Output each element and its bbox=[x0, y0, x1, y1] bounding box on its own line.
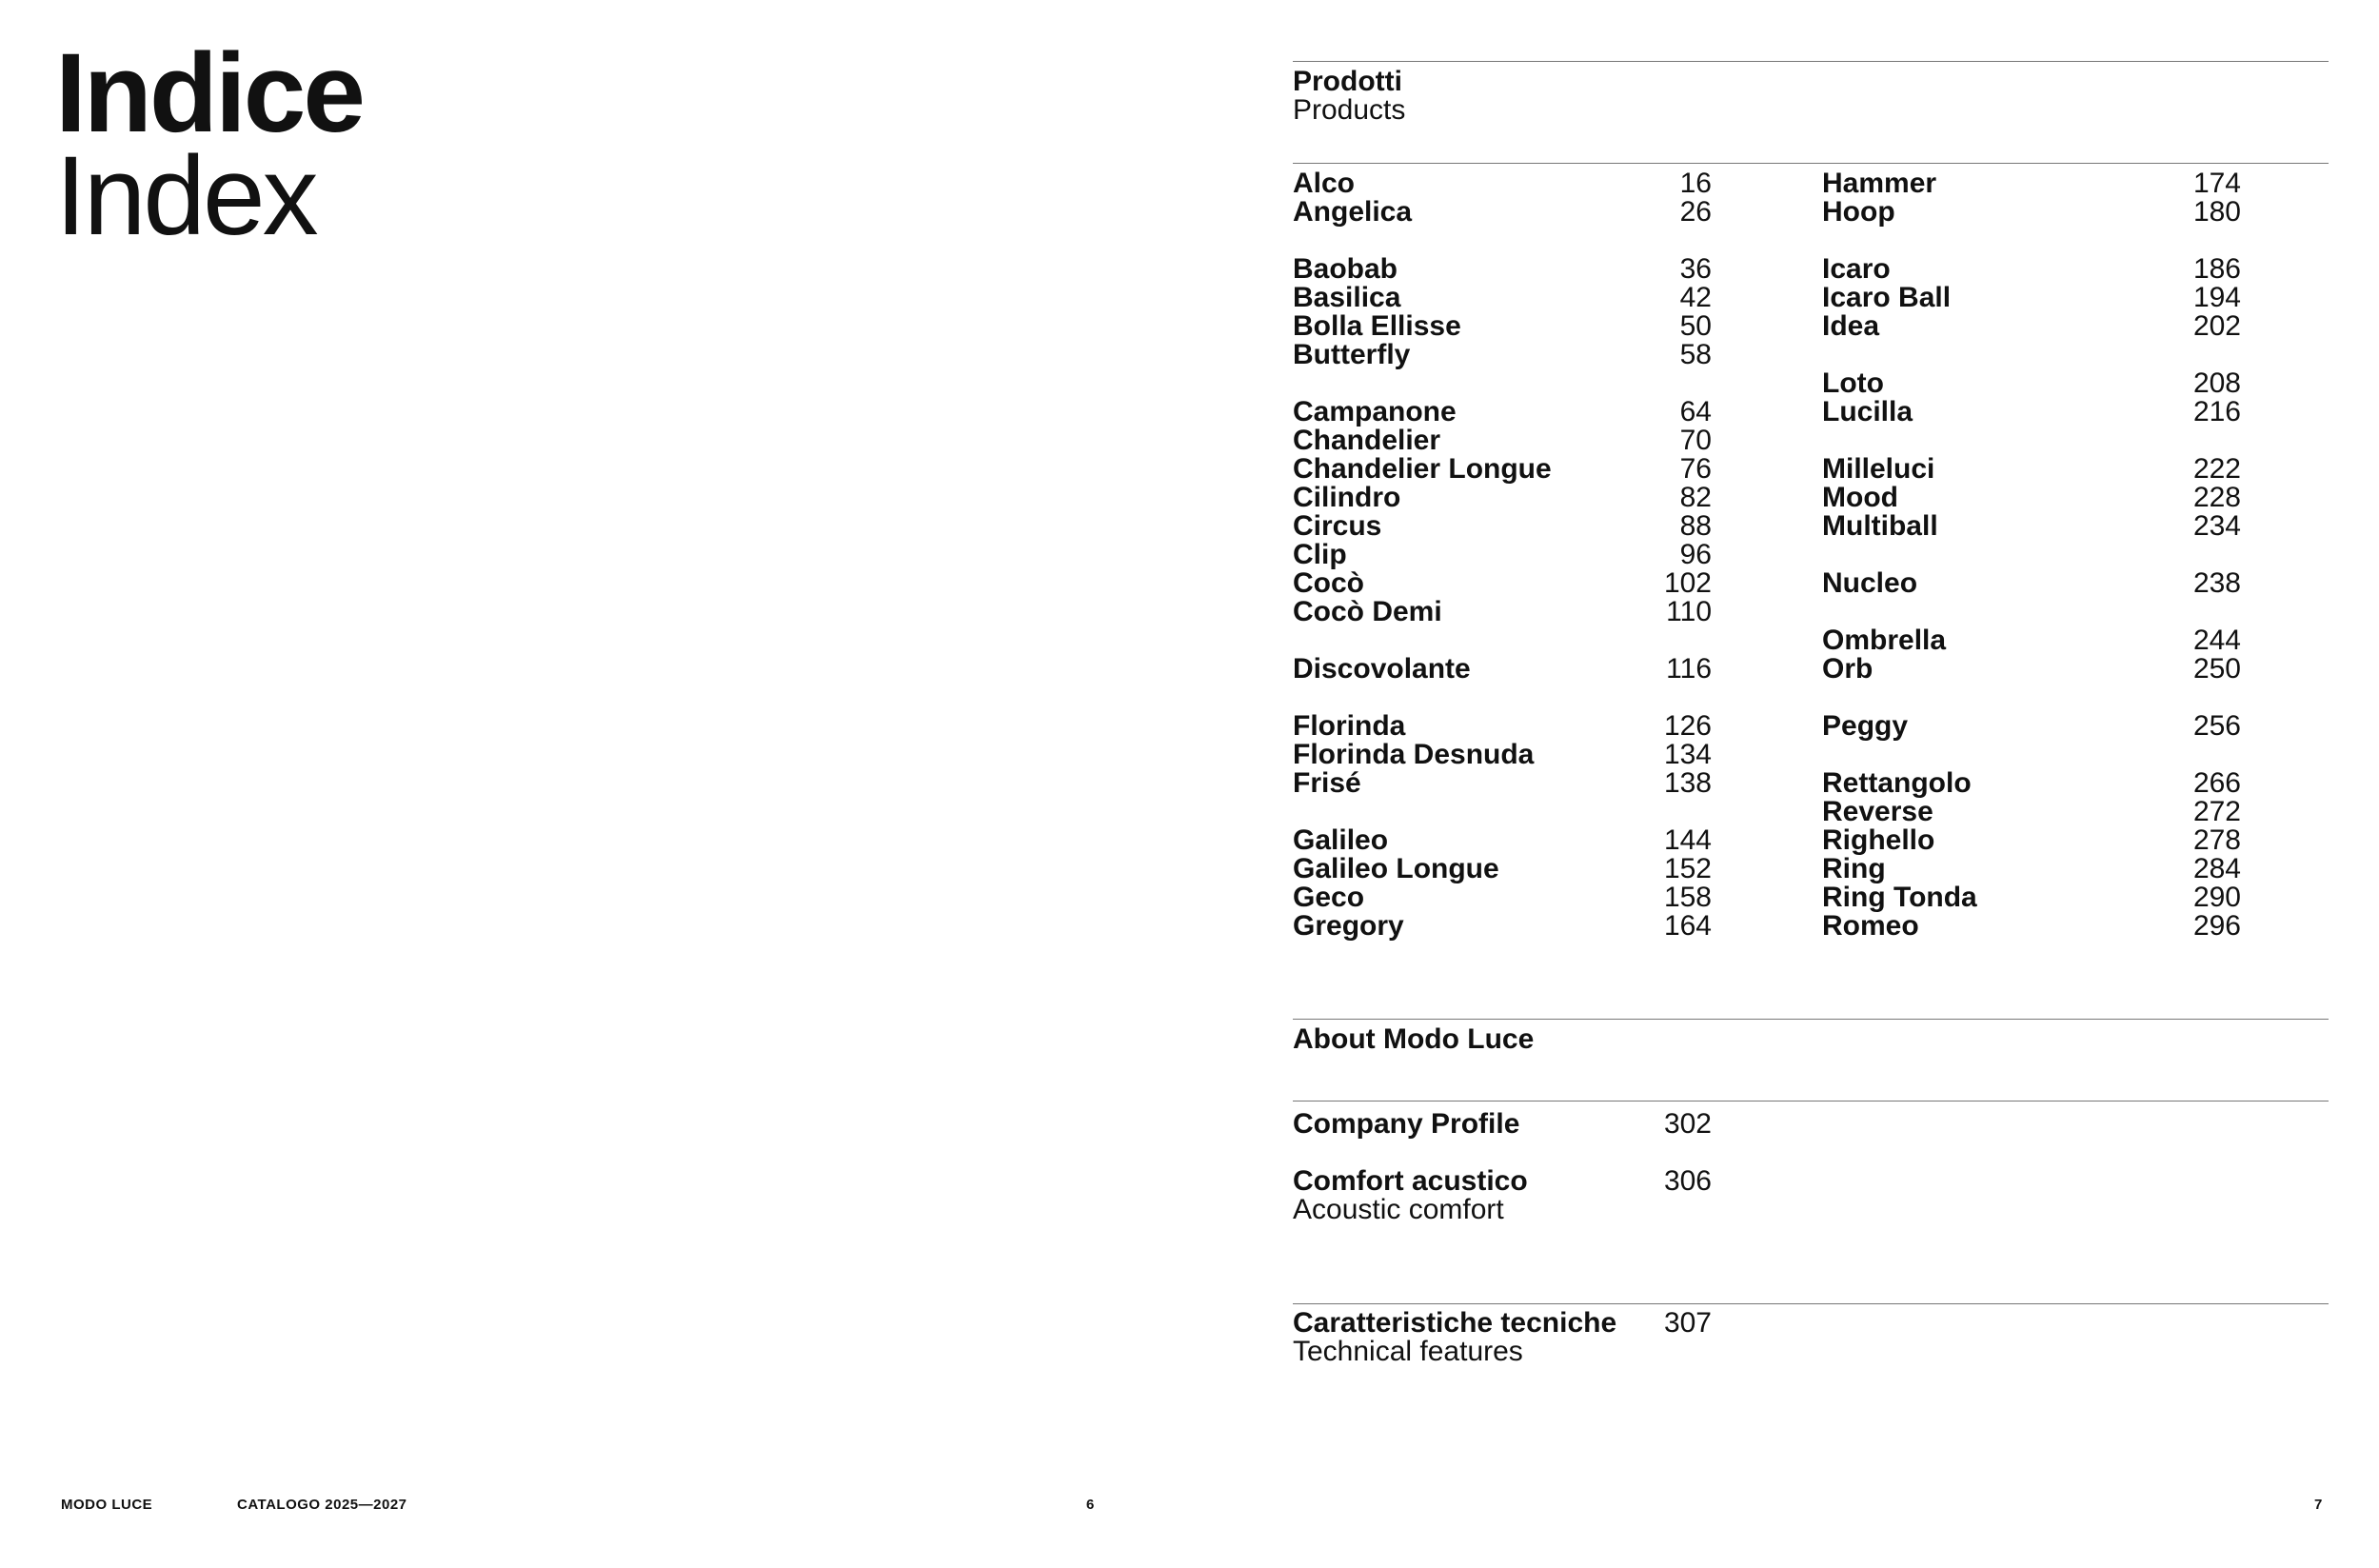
footer-page-left: 6 bbox=[1086, 1497, 1095, 1513]
index-entry-chandelier[interactable] bbox=[1293, 427, 1712, 455]
entry-page: 82 bbox=[1679, 482, 1712, 513]
index-entry-geco[interactable] bbox=[1293, 883, 1712, 912]
entry-page: 144 bbox=[1663, 824, 1712, 856]
entry-page: 164 bbox=[1663, 910, 1712, 942]
entry-name: Galileo bbox=[1293, 824, 1389, 856]
index-entry-galileo-longue[interactable] bbox=[1293, 855, 1712, 883]
entry-name: Bolla Ellisse bbox=[1293, 310, 1461, 342]
footer-catalog: CATALOGO 2025—2027 bbox=[237, 1497, 407, 1513]
index-entry-company-profile[interactable] bbox=[1293, 1110, 1712, 1139]
entry-name: Multiball bbox=[1822, 510, 1938, 542]
entry-page: 126 bbox=[1663, 710, 1712, 742]
entry-page: 102 bbox=[1663, 567, 1712, 599]
entry-page: 202 bbox=[2192, 310, 2241, 342]
entry-page: 194 bbox=[2192, 282, 2241, 313]
index-entry-milleluci[interactable] bbox=[1822, 455, 2241, 484]
entry-name: Nucleo bbox=[1822, 567, 1918, 599]
entry-name: Peggy bbox=[1822, 710, 1909, 742]
entry-page: 250 bbox=[2192, 653, 2241, 685]
entry-page: 134 bbox=[1663, 739, 1712, 770]
entry-page: 244 bbox=[2192, 625, 2241, 656]
index-entry-idea[interactable] bbox=[1822, 312, 2241, 341]
entry-page: 16 bbox=[1679, 168, 1712, 199]
entry-name: Milleluci bbox=[1822, 453, 1935, 485]
index-entry-florinda-desnuda[interactable] bbox=[1293, 741, 1712, 769]
entry-page: 256 bbox=[2192, 710, 2241, 742]
index-entry-baobab[interactable] bbox=[1293, 255, 1712, 284]
entry-name: Discovolante bbox=[1293, 653, 1471, 685]
entry-name: Ring bbox=[1822, 853, 1886, 884]
entry-name: Icaro bbox=[1822, 253, 1891, 285]
entry-name: Company Profile bbox=[1293, 1108, 1520, 1140]
entry-page: 116 bbox=[1666, 653, 1712, 685]
index-entry-nucleo[interactable] bbox=[1822, 569, 2241, 598]
entry-page: 228 bbox=[2192, 482, 2241, 513]
products-list-left bbox=[1293, 169, 1712, 941]
footer-page-right: 7 bbox=[2314, 1497, 2323, 1513]
entry-page: 302 bbox=[1663, 1108, 1712, 1140]
entry-name: Cocò Demi bbox=[1293, 596, 1442, 627]
entry-name: Comfort acustico bbox=[1293, 1165, 1528, 1197]
index-entry-bolla-ellisse[interactable] bbox=[1293, 312, 1712, 341]
entry-page: 42 bbox=[1679, 282, 1712, 313]
entry-name: Frisé bbox=[1293, 767, 1361, 799]
entry-page: 70 bbox=[1679, 425, 1712, 456]
divider-technical bbox=[1293, 1303, 2329, 1304]
entry-name: Florinda bbox=[1293, 710, 1406, 742]
index-entry-discovolante[interactable] bbox=[1293, 655, 1712, 684]
entry-subtitle: Acoustic comfort bbox=[1293, 1194, 1504, 1225]
index-entry-angelica[interactable] bbox=[1293, 198, 1712, 227]
entry-name: Clip bbox=[1293, 539, 1347, 570]
index-entry-mood[interactable] bbox=[1822, 484, 2241, 512]
entry-page: 296 bbox=[2192, 910, 2241, 942]
index-entry-ring[interactable] bbox=[1822, 855, 2241, 883]
title-italian: Indice bbox=[55, 30, 363, 156]
index-entry-hammer[interactable] bbox=[1822, 169, 2241, 198]
index-entry-florinda[interactable] bbox=[1293, 712, 1712, 741]
page-title bbox=[55, 30, 363, 259]
entry-page: 58 bbox=[1679, 339, 1712, 370]
index-entry-orb[interactable] bbox=[1822, 655, 2241, 684]
entry-name: Alco bbox=[1293, 168, 1356, 199]
entry-page: 180 bbox=[2192, 196, 2241, 228]
entry-name: Chandelier bbox=[1293, 425, 1441, 456]
entry-page: 50 bbox=[1679, 310, 1712, 342]
index-entry-rettangolo[interactable] bbox=[1822, 769, 2241, 798]
index-entry-butterfly[interactable] bbox=[1293, 341, 1712, 369]
entry-page: 216 bbox=[2192, 396, 2241, 427]
entry-name: Lucilla bbox=[1822, 396, 1913, 427]
entry-page: 138 bbox=[1663, 767, 1712, 799]
index-entry-peggy[interactable] bbox=[1822, 712, 2241, 741]
entry-name: Angelica bbox=[1293, 196, 1413, 228]
index-entry-campanone[interactable] bbox=[1293, 398, 1712, 427]
entry-name: Chandelier Longue bbox=[1293, 453, 1552, 485]
entry-page: 208 bbox=[2192, 367, 2241, 399]
index-entry-gregory[interactable] bbox=[1293, 912, 1712, 941]
entry-page: 284 bbox=[2192, 853, 2241, 884]
divider-about bbox=[1293, 1019, 2329, 1020]
entry-subtitle: Technical features bbox=[1293, 1336, 1523, 1367]
index-entry-icaro-ball[interactable] bbox=[1822, 284, 2241, 312]
entry-page: 158 bbox=[1663, 882, 1712, 913]
entry-name: Hammer bbox=[1822, 168, 1937, 199]
entry-name: Cilindro bbox=[1293, 482, 1401, 513]
entry-page: 266 bbox=[2192, 767, 2241, 799]
entry-name: Gregory bbox=[1293, 910, 1404, 942]
index-entry-lucilla[interactable] bbox=[1822, 398, 2241, 427]
index-entry-reverse[interactable] bbox=[1822, 798, 2241, 826]
entry-page: 186 bbox=[2192, 253, 2241, 285]
footer-brand: MODO LUCE bbox=[61, 1497, 153, 1513]
entry-page: 110 bbox=[1666, 596, 1712, 627]
entry-page: 76 bbox=[1679, 453, 1712, 485]
entry-name: Orb bbox=[1822, 653, 1873, 685]
index-entry-romeo[interactable] bbox=[1822, 912, 2241, 941]
about-heading: About Modo Luce bbox=[1293, 1023, 1535, 1055]
entry-name: Idea bbox=[1822, 310, 1880, 342]
entry-page: 152 bbox=[1663, 853, 1712, 884]
entry-name: Ombrella bbox=[1822, 625, 1947, 656]
entry-name: Campanone bbox=[1293, 396, 1457, 427]
entry-page: 96 bbox=[1679, 539, 1712, 570]
products-list-right bbox=[1822, 169, 2241, 941]
entry-name: Baobab bbox=[1293, 253, 1398, 285]
index-entry-loto[interactable] bbox=[1822, 369, 2241, 398]
index-entry-righello[interactable] bbox=[1822, 826, 2241, 855]
entry-name: Romeo bbox=[1822, 910, 1919, 942]
index-entry-clip[interactable] bbox=[1293, 541, 1712, 569]
index-entry-ring-tonda[interactable] bbox=[1822, 883, 2241, 912]
index-entry-basilica[interactable] bbox=[1293, 284, 1712, 312]
entry-name: Loto bbox=[1822, 367, 1884, 399]
entry-name: Geco bbox=[1293, 882, 1365, 913]
index-entry-coco[interactable] bbox=[1293, 569, 1712, 598]
entry-page: 174 bbox=[2192, 168, 2241, 199]
index-entry-cilindro[interactable] bbox=[1293, 484, 1712, 512]
entry-name: Righello bbox=[1822, 824, 1935, 856]
index-entry-icaro[interactable] bbox=[1822, 255, 2241, 284]
entry-page: 290 bbox=[2192, 882, 2241, 913]
divider-about-list bbox=[1293, 1101, 2329, 1102]
index-entry-caratteristiche-tecniche[interactable] bbox=[1293, 1309, 1712, 1338]
entry-name: Ring Tonda bbox=[1822, 882, 1977, 913]
entry-name: Hoop bbox=[1822, 196, 1895, 228]
index-entry-coco-demi[interactable] bbox=[1293, 598, 1712, 626]
index-entry-alco[interactable] bbox=[1293, 169, 1712, 198]
entry-name: Galileo Longue bbox=[1293, 853, 1499, 884]
section-products-heading bbox=[1293, 68, 1405, 125]
entry-page: 234 bbox=[2192, 510, 2241, 542]
entry-name: Rettangolo bbox=[1822, 767, 1972, 799]
entry-name: Basilica bbox=[1293, 282, 1401, 313]
entry-page: 307 bbox=[1663, 1307, 1712, 1339]
entry-page: 26 bbox=[1679, 196, 1712, 228]
index-entry-ombrella[interactable] bbox=[1822, 626, 2241, 655]
entry-name: Mood bbox=[1822, 482, 1898, 513]
entry-name: Icaro Ball bbox=[1822, 282, 1952, 313]
index-entry-comfort-acustico[interactable] bbox=[1293, 1167, 1712, 1196]
entry-name: Circus bbox=[1293, 510, 1382, 542]
entry-page: 272 bbox=[2192, 796, 2241, 827]
index-entry-chandelier-longue[interactable] bbox=[1293, 455, 1712, 484]
index-entry-hoop[interactable] bbox=[1822, 198, 2241, 227]
entry-name: Reverse bbox=[1822, 796, 1933, 827]
entry-page: 64 bbox=[1679, 396, 1712, 427]
entry-page: 222 bbox=[2192, 453, 2241, 485]
divider-products bbox=[1293, 61, 2329, 62]
products-label-it: Prodotti bbox=[1293, 66, 1402, 97]
entry-name: Florinda Desnuda bbox=[1293, 739, 1535, 770]
technical-section bbox=[1293, 1309, 1712, 1366]
entry-page: 238 bbox=[2192, 567, 2241, 599]
entry-page: 306 bbox=[1663, 1165, 1712, 1197]
entry-page: 36 bbox=[1679, 253, 1712, 285]
index-entry-circus[interactable] bbox=[1293, 512, 1712, 541]
entry-name: Butterfly bbox=[1293, 339, 1411, 370]
products-label-en: Products bbox=[1293, 94, 1406, 126]
index-entry-galileo[interactable] bbox=[1293, 826, 1712, 855]
entry-name: Cocò bbox=[1293, 567, 1364, 599]
entry-page: 88 bbox=[1679, 510, 1712, 542]
index-entry-frise[interactable] bbox=[1293, 769, 1712, 798]
title-english: Index bbox=[55, 133, 316, 259]
divider-products-list bbox=[1293, 163, 2329, 164]
index-entry-multiball[interactable] bbox=[1822, 512, 2241, 541]
entry-name: Caratteristiche tecniche bbox=[1293, 1307, 1617, 1339]
about-list bbox=[1293, 1110, 1712, 1224]
entry-page: 278 bbox=[2192, 824, 2241, 856]
